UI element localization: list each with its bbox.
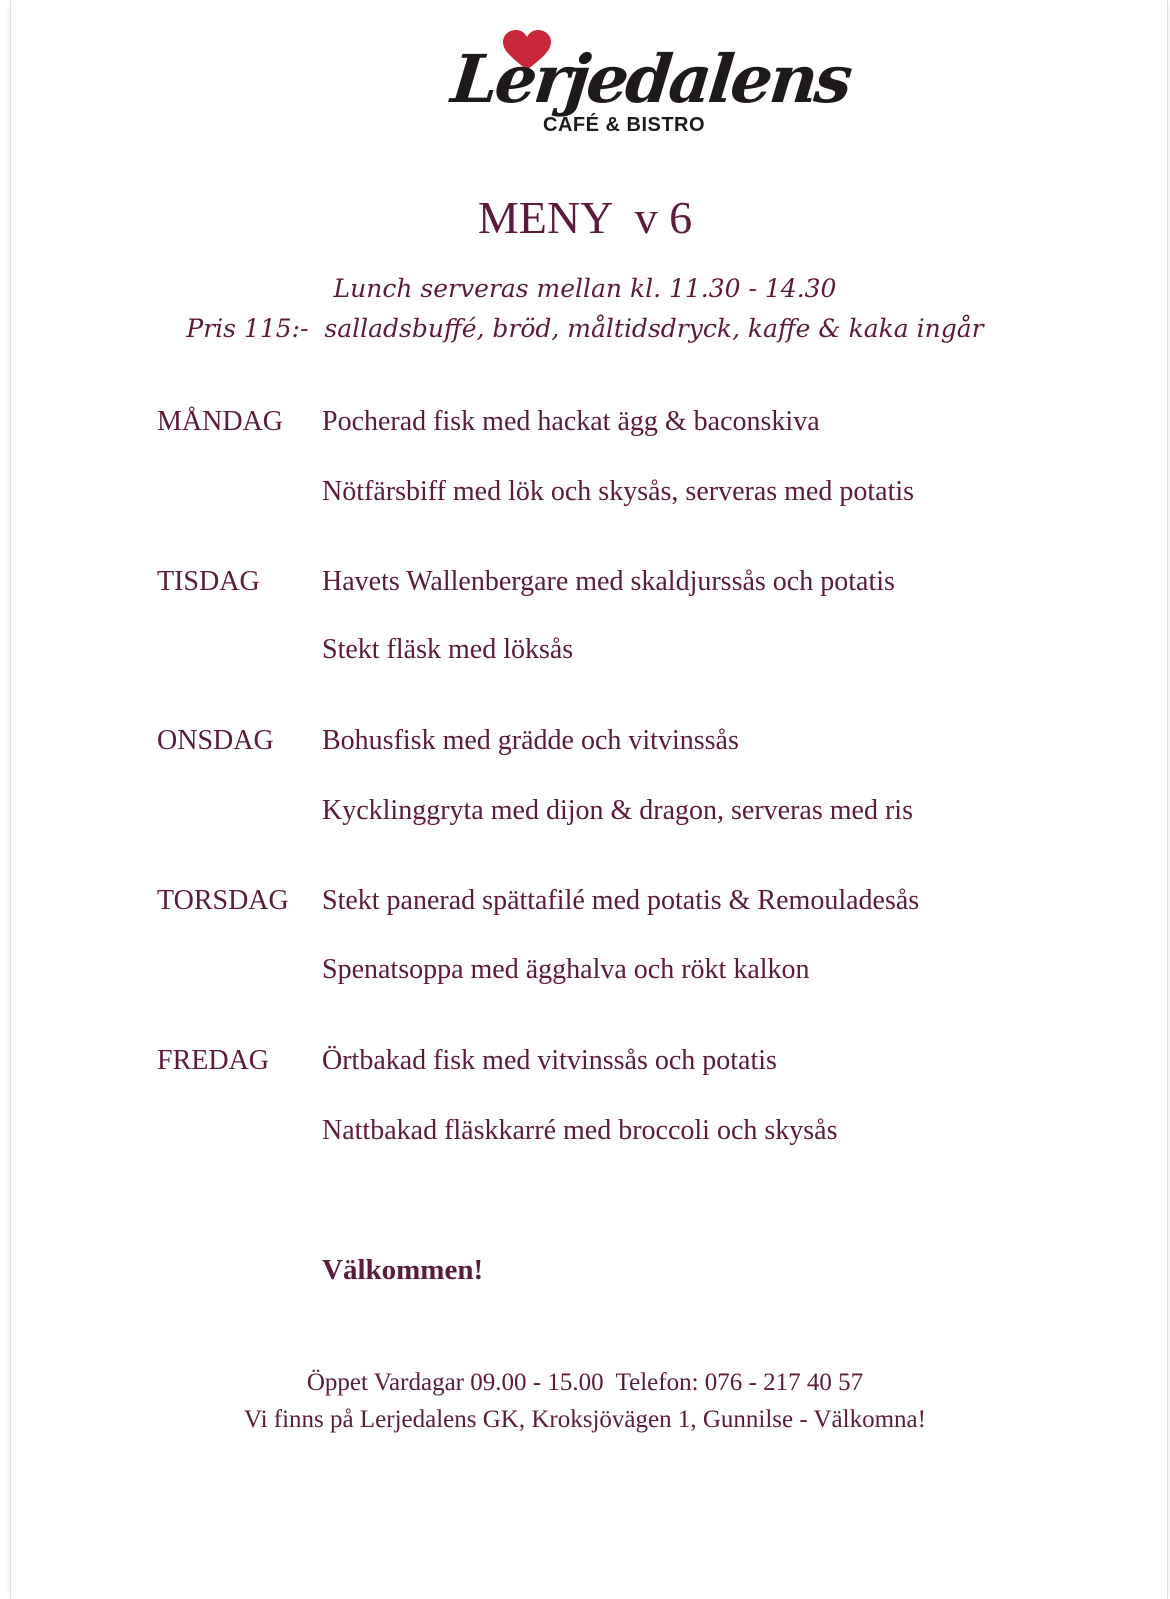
- lunch-hours: Lunch serveras mellan kl. 11.30 - 14.30: [333, 274, 837, 303]
- dish-monday-2: Nötfärsbiff med lök och skysås, serveras med potatis: [322, 476, 915, 507]
- footer-location: Vi finns på Lerjedalens GK, Kroksjövägen 1, Gunnilse - Välkomna!: [244, 1406, 926, 1433]
- dish-thursday-2: Spenatsoppa med ägghalva och rökt kalkon: [322, 954, 810, 985]
- welcome-text: Välkommen!: [322, 1254, 484, 1286]
- price-info: Pris 115:- salladsbuffé, bröd, måltidsdryck, kaffe & kaka ingår: [186, 314, 984, 343]
- logo: [0, 28, 1170, 148]
- dish-monday-1: Pocherad fisk med hackat ägg & baconskiva: [322, 406, 820, 437]
- dish-tuesday-2: Stekt fläsk med löksås: [322, 634, 574, 665]
- day-label-friday: FREDAG: [157, 1045, 270, 1076]
- logo-name: Lerjedalens: [447, 40, 854, 118]
- logo-subtitle: CAFÉ & BISTRO: [543, 114, 706, 136]
- dish-tuesday-1: Havets Wallenbergare med skaldjurssås och potatis: [322, 566, 895, 597]
- day-label-wednesday: ONSDAG: [157, 725, 274, 756]
- dish-wednesday-2: Kycklinggryta med dijon & dragon, serveras med ris: [322, 795, 913, 826]
- dish-friday-2: Nattbakad fläskkarré med broccoli och skysås: [322, 1115, 838, 1146]
- dish-wednesday-1: Bohusfisk med grädde och vitvinssås: [322, 725, 739, 756]
- day-label-monday: MÅNDAG: [157, 406, 283, 437]
- menu-title: MENY v 6: [477, 192, 693, 243]
- footer-hours-phone: Öppet Vardagar 09.00 - 15.00 Telefon: 076 - 217 40 57: [306, 1369, 864, 1396]
- dish-thursday-1: Stekt panerad spättafilé med potatis & Remouladesås: [322, 885, 920, 916]
- day-label-thursday: TORSDAG: [157, 885, 289, 916]
- day-label-tuesday: TISDAG: [157, 566, 260, 597]
- dish-friday-1: Örtbakad fisk med vitvinssås och potatis: [322, 1045, 777, 1076]
